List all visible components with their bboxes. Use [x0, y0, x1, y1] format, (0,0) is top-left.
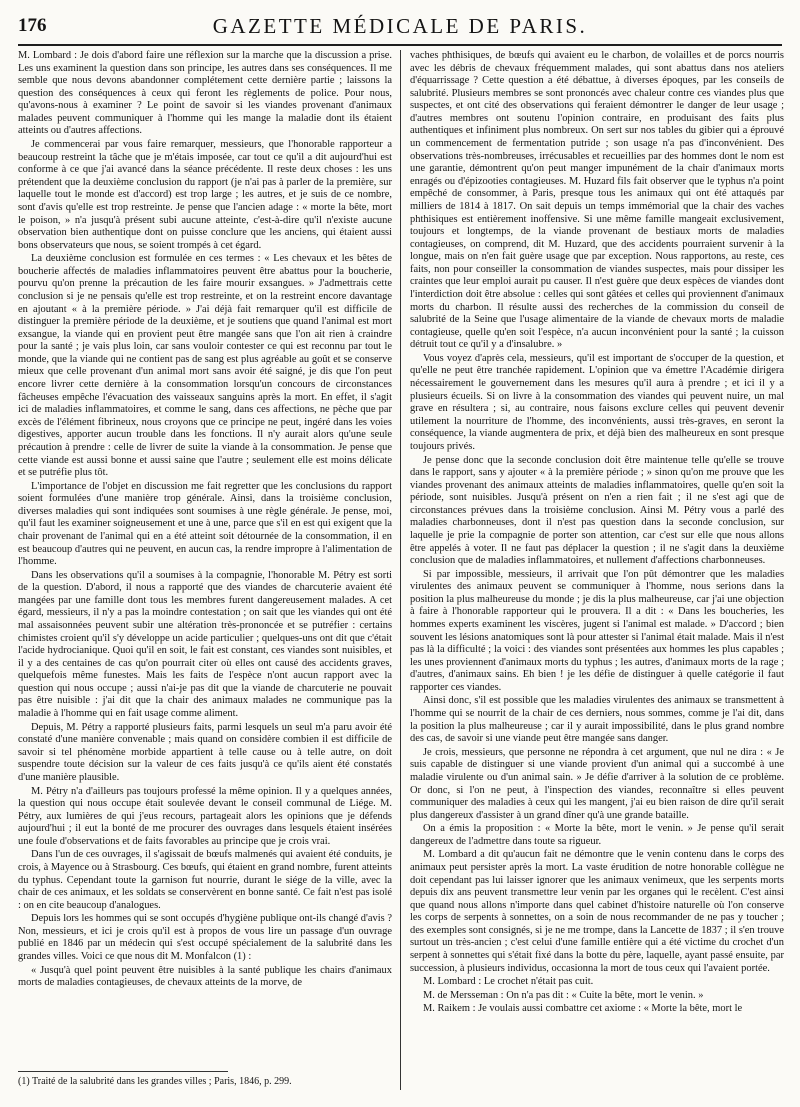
paragraph: Depuis lors les hommes qui se sont occupés d'hygiène publique ont-ils changé d'avis ? Non, messieurs, et ici je crois qu'il est à propos de vous lire un passage d'un ouvrage publié en 1846 par un médecin qui s'est occupé spécialement de la salubrité dans les grandes villes. Voici ce que nous dit M. Monfalcon (1) :: [18, 913, 392, 963]
paragraph: Dans l'un de ces ouvrages, il s'agissait de bœufs malmenés qui avaient été conduits, je crois, à Mayence ou à Strasbourg. Ces bœufs, qui étaient en grand nombre, furent atteints du typhus. Cependant toute la garnison fut nourrie, durant le siége de la ville, avec la chair de ces animaux, et les soldats se conservèrent en bonne santé. Ce fait n'est pas isolé : on en cite beaucoup d'analogues.: [18, 849, 392, 911]
column-divider: [400, 50, 401, 1090]
paragraph: Si par impossible, messieurs, il arrivait que l'on pût démontrer que les maladies virulentes des animaux peuvent se communiquer à l'homme, nous serions dans la position la plus malheureuse du monde ; je dis la plus malheureuse, car j'ai une objection à faire à l'honorable rapporteur qui le prouvera. Il a dit : « Dans les boucheries, les hommes experts examinent les viscères, jugent si l'animal est malade. » D'accord ; bien souvent les lésions anatomiques sont là pour attester si l'animal était malade. Mais il n'est pas là la difficulté ; la voici : des viandes sont présentées aux hommes les plus capables ; les unes proviennent d'animaux morts du typhus ; les autres, d'animaux morts de la rage ; d'autres, d'animaux sains. Eh bien ! je les défie de distinguer à quelle catégorie il faut rapporter ces viandes.: [410, 568, 784, 693]
header-rule: [18, 44, 782, 46]
page-header: [18, 12, 782, 40]
paragraph: Ainsi donc, s'il est possible que les maladies virulentes des animaux se transmettent à l'homme qui se nourrit de la chair de ces derniers, nous sommes, comme je l'ai dit, dans la position la plus malheureuse ; car il y aurait impossibilité, dans le plus grand nombre des cas, de savoir si une viande peut être mangée sans danger.: [410, 695, 784, 745]
paragraph: M. de Mersseman : On n'a pas dit : « Cuite la bête, mort le venin. »: [423, 989, 704, 1001]
paragraph: Vous voyez d'après cela, messieurs, qu'il est important de s'occuper de la question, et qu'elle ne peut être tranchée rapidement. L'opinion que va émettre l'Académie dirigera nécessairement le gouvernement dans les mesures qu'il aura à prendre ; et ici il y a plusieurs écueils. Si on livre à la consommation des viandes qui peuvent nuire, un mal grave en résultera ; si, au contraire, nous faisons exclure celles qui peuvent devenir utilement la nourriture de l'homme, des inconvénients, aussi très-graves, en seront la conséquence, la viande augmentera de prix, et déjà bien des malheureux en sont presque toujours privés.: [410, 352, 784, 452]
footnote-rule: [18, 1071, 228, 1072]
paragraph: vaches phthisiques, de bœufs qui avaient eu le charbon, de volailles et de porcs nourris avec les débris de chevaux fréquemment malades, qui sont abattus dans nos ateliers d'équarrissage ? Cette question a été débattue, à diverses époques, par les conseils de salubrité. Plusieurs membres se sont prononcés avec chaleur contre ces viandes plus que suspectes, et ont cité des observations qui feraient démontrer le danger de leur usage ; d'autres membres ont soutenu l'opinion contraire, en produisant des faits plus authentiques et infiniment plus nombreux. On sert sur nos tables du gibier qui a éprouvé un commencement de fermentation putride ; son usage n'a pas d'inconvénient. Des observations très-nombreuses, irrécusables et recueillies par des hommes dont le nom est une garantie, démontrent qu'on peut manger impunément de la chair d'animaux morts enragés ou d'épizooties contagieuses. M. Huzard fils fait observer que le typhus n'a point empêché de consommer, à Paris, presque tous les animaux qui ont été attaqués par milliers de 1814 à 1817. On sait depuis un temps immémorial que la chair des vaches phthisiques est entièrement inoffensive. Si une même famille mangeait exclusivement, toujours et longtemps, de la viande provenant de bestiaux morts de maladies contagieuses, on comprend, dit M. Huzard, que des accidents pourraient survenir à la longue, mais on n'en fait guère usage que par exception. Nous rapportons, au reste, ces faits, non pour conseiller la consommation de viandes suspectes, mais pour dissiper les craintes que leur emploi aurait pu causer. Il n'est guère que deux espèces de viandes dont l'interdiction doit être absolue : celles qui sont gâtées et celles qui proviennent d'animaux morts du charbon. Il résulte aussi des recherches de la commission du conseil de salubrité de la Seine que l'usage alimentaire de la viande de chevaux morts de maladie contagieuse, quelle qu'en soit l'espèce, n'a aucun inconvénient pour la santé ; la cuisson détruit tout ce qu'il y a d'insalubre. »: [410, 50, 784, 351]
paragraph: On a émis la proposition : « Morte la bête, mort le venin. » Je pense qu'il serait dangereux de l'admettre dans toute sa rigueur.: [410, 823, 784, 847]
page-number: 176: [18, 15, 47, 36]
paragraph: « Jusqu'à quel point peuvent être nuisibles à la santé publique les chairs d'animaux morts de maladies contagieuses, de chevaux atteints de la morve, de: [18, 964, 392, 989]
right-column: [410, 50, 784, 1096]
left-column: [18, 50, 392, 1068]
paragraph: Je pense donc que la seconde conclusion doit être maintenue telle qu'elle se trouve dans le rapport, sans y ajouter « à la première période ; » sinon qu'on me prouve que les viandes provenant des animaux atteints de maladies inflammatoires, quelle qu'en soit la période, sont nuisibles. Jusqu'à présent on n'en a rien fait ; il ne s'est agi que de circonstances prévues dans la troisième conclusion. Ainsi M. Pétry vous a parlé des maladies charbonneuses, dont il n'est pas question dans la seconde conclusion, sur laquelle je prie la compagnie de porter son attention, car c'est sur elle que nous allons être appelés à voter. Il ne faut pas déplacer la question ; il ne s'agit dans la deuxième conclusion que de maladies inflammatoires, et nullement d'affections charbonneuses.: [410, 454, 784, 567]
journal-title: GAZETTE MÉDICALE DE PARIS.: [212, 14, 588, 38]
paragraph: M. Lombard : Le crochet n'était pas cuit.: [423, 976, 594, 988]
paragraph: La deuxième conclusion est formulée en ces termes : « Les chevaux et les bêtes de boucherie affectés de maladies inflammatoires peuvent être abattus pour la boucherie, pourvu qu'on prenne la précaution de les faire mourir exsangues. » J'admettrais cette conclusion si je ne pensais qu'elle est trop restreinte, et on la restreint encore davantage en ajoutant « à la première période. » J'ai déjà fait remarquer qu'il est difficile de distinguer la première période de la deuxième, et je soutiens que quand l'animal est mort exsangue, la viande qui en provient peut être mangée sans que l'on ait rien à craindre pour la santé ; je vais plus loin, car sans vouloir contester ce qui est reconnu par tout le monde, que la viande qui ne contient pas de sang est plus agréable au goût et se conserve mieux que celle provenant d'un animal mort sans avoir été saigné, je dis que l'on peut encore livrer cette dernière à la consommation lorsqu'un concours de circonstances fâcheuses empêche l'évacuation des vaisseaux sanguins après la mort. En effet, il s'agit ici de maladies inflammatoires, et comme le sang, dans ces affections, ne pèche que par excès de l'élément fibrineux, nous croyons que ce principe ne peut, ingéré dans les voies digestives, apporter aucun trouble dans les fonctions. Il n'y aurait alors qu'une seule précaution à prendre : celle de livrer de suite la viande à la consommation. Je pense que cette viande est aussi bonne et aussi saine que l'autre ; seulement elle est moins délicate et se putréfie plus tôt.: [18, 253, 392, 479]
footnote: (1) Traité de la salubrité dans les grandes villes ; Paris, 1846, p. 299.: [18, 1076, 292, 1087]
paragraph: M. Lombard : Je dois d'abord faire une réflexion sur la marche que la discussion a prise. Les uns examinent la question dans son principe, les autres dans ses conséquences. Il me semble que nous devons abandonner complétement cette dernière partie ; laissons la question des conséquences à ceux qui feront les règlements de police. Pour nous, qu'avons-nous à examiner ? Le point de savoir si les viandes provenant d'animaux malades peuvent communiquer à l'homme qui les mange la maladie dont ils étaient atteints ou d'autres affections.: [18, 50, 392, 137]
paragraph: M. Raikem : Je voulais aussi combattre cet axiome : « Morte la bête, mort le: [423, 1003, 743, 1015]
paragraph: Depuis, M. Pétry a rapporté plusieurs faits, parmi lesquels un seul m'a paru avoir été constaté d'une manière convenable ; mais quand on considère combien il est difficile de savoir si tel phénomène morbide appartient à telle cause ou à telle autre, on doit suspendre toute décision sur la valeur de ces faits jusqu'à ce qu'ils aient été constatés d'une manière plausible.: [18, 721, 392, 783]
paragraph: M. Lombard a dit qu'aucun fait ne démontre que le venin contenu dans le corps des animaux peut persister après la mort. La vaste érudition de notre honorable collègue ne doit cependant pas lui laisser ignorer que les animaux venimeux, que les serpents morts depuis dix ans peuvent transmettre leur venin par les organes qui le recèlent. C'est ainsi que quand nous allons n'importe dans quel cabinet d'histoire naturelle où l'on conserve les corps de serpents à sonnettes, on a soin de nous recommander de ne pas y toucher ; des exemples sont consignés, si je ne me trompe, dans la Lancette de 1837 ; il s'en trouve surtout un très-ancien ; c'est celui d'une famille entière qui a été victime du crochet d'un serpent à sonnettes qui s'était fixé dans la botte du père, laquelle, ayant passé ensuite, par succession, à plusieurs individus, occasionna la mort de tous ceux qui l'avaient portée.: [410, 849, 784, 974]
paragraph: L'importance de l'objet en discussion me fait regretter que les conclusions du rapport soient formulées d'une manière trop générale. Ainsi, dans la troisième conclusion, diverses maladies qui sont indiquées sont soumises à une règle générale. Je pense, moi, qu'il faut les examiner soigneusement et une à une, parce que s'il en est qui exigent que la chair provenant de l'animal qui en a été atteint soit détournée de la consommation, il en est beaucoup d'autres qui ne peuvent, en aucun cas, la rendre impropre à l'alimentation de l'homme.: [18, 480, 392, 568]
paragraph: Je crois, messieurs, que personne ne répondra à cet argument, que nul ne dira : « Je suis capable de distinguer si une viande provient d'un animal qui a succombé à une maladie virulente ou d'un animal sain. » Je défie d'arriver à la solution de ce problème. Or donc, si l'on ne peut, à l'inspection des viandes, reconnaître si elles peuvent communiquer des maladies à ceux qui les mangent, j'ai eu bien raison de dire qu'il serait plus dangereux d'assister à un grand dîner qu'à une grande bataille.: [410, 746, 784, 821]
paragraph: Dans les observations qu'il a soumises à la compagnie, l'honorable M. Pétry est sorti de la question. D'abord, il nous a rapporté que des viandes de charcuterie avaient été mangées par une famille dont tous les membres furent dangereusement malades. A cet égard, messieurs, il n'y a pas la moindre contestation ; on sait que les viandes qui ont été mal assaisonnées peuvent subir une altération très-prononcée et se putréfier : certains chimistes croient qu'il s'y développe un acide particulier ; quelques-uns ont dit que c'était l'acide hydrocianique. Quoi qu'il en soit, le fait est constant, ces viandes sont nuisibles, et il y a des centaines de cas qu'on pourrait citer où elles ont causé des accidents graves, quelquefois même funestes. Mais les faits de l'espèce n'ont aucun rapport avec la question qui nous occupe ; aussi n'ai-je pas dit que la viande de charcuterie ne pouvait pas être nuisible : j'ai dit que la chair des animaux malades ne communique pas la maladie à l'homme qui en fait usage comme aliment.: [18, 569, 392, 720]
paragraph: Je commencerai par vous faire remarquer, messieurs, que l'honorable rapporteur a beaucoup restreint la tâche que je m'étais imposée, car tout ce qu'il a dit aujourd'hui est conforme à ce que j'ai avancé dans la séance précédente. Il reste deux choses : les uns prétendent que la deuxième conclusion du rapport (je n'ai pas à parler de la première, sur laquelle tout le monde est d'accord) est trop large ; les autres, et je suis de ce nombre, sont d'avis qu'elle est trop restreinte. Je pense que l'ancien adage : « morte la bête, mort le poison, » n'a jusqu'à présent subi aucune atteinte, c'est-à-dire qu'il n'existe aucune observation bien authentique dont on puisse conclure que les anciens, qui étaient aussi bons observateurs que nous, se soient trompés à cet égard.: [18, 139, 392, 251]
paragraph: M. Pétry n'a d'ailleurs pas toujours professé la même opinion. Il y a quelques années, la question qui nous occupe était soulevée devant le conseil communal de Liége. M. Pétry, aux lumières de qui j'eus recours, partageait alors les opinions que je défends aujourd'hui ; il eut la bonté de me procurer des ouvrages dans lesquels étaient insérées une foule d'observations et de faits favorables au principe que je crois vrai.: [18, 785, 392, 847]
